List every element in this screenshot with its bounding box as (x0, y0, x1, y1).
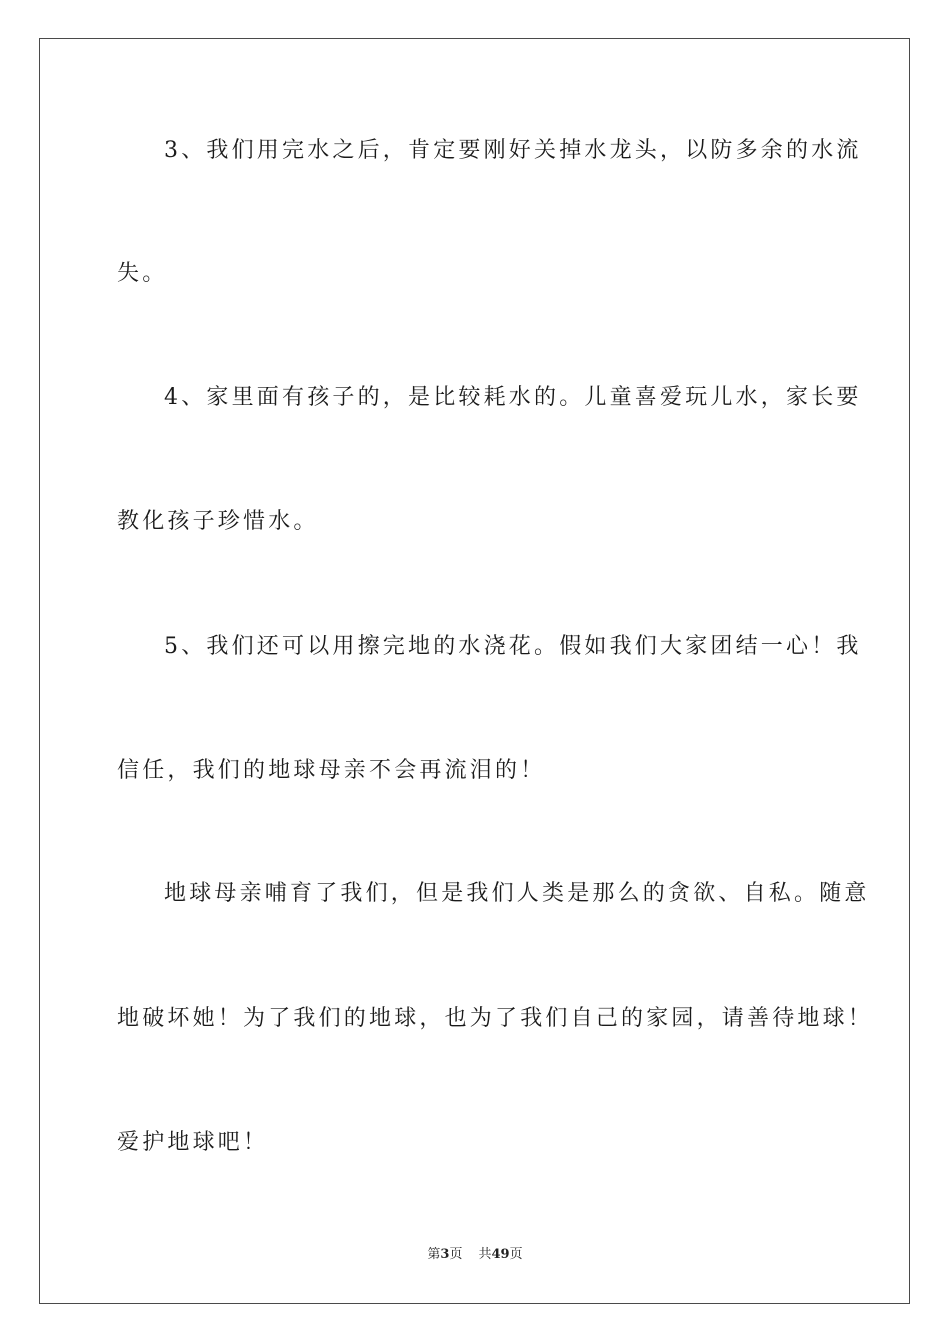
total-pages: 49 (491, 1247, 510, 1262)
paragraph-4-line-2: 教化孩子珍惜水。 (117, 509, 319, 534)
total-suffix: 页 (509, 1247, 523, 1262)
total-prefix: 共 (478, 1247, 492, 1262)
paragraph-3-line-2: 失。 (117, 261, 168, 286)
paragraph-6-line-2: 地破坏她！为了我们的地球，也为了我们自己的家园，请善待地球！ (117, 1006, 874, 1031)
paragraph-5-line-2: 信任，我们的地球母亲不会再流泪的！ (117, 758, 546, 783)
paragraph-5-line-1: 5、我们还可以用擦完地的水浇花。假如我们大家团结一心！我 (164, 634, 862, 659)
page-prefix: 第 (427, 1247, 441, 1262)
paragraph-6-line-3: 爱护地球吧！ (117, 1130, 269, 1155)
paragraph-3-line-1: 3、我们用完水之后，肯定要刚好关掉水龙头，以防多余的水流 (164, 138, 862, 163)
page-suffix: 页 (449, 1247, 463, 1262)
page-footer (0, 1247, 950, 1263)
page-border (39, 38, 910, 1304)
paragraph-4-line-1: 4、家里面有孩子的，是比较耗水的。儿童喜爱玩儿水，家长要 (164, 385, 862, 410)
page-number: 3 (440, 1247, 450, 1262)
paragraph-6-line-1: 地球母亲哺育了我们，但是我们人类是那么的贪欲、自私。随意 (164, 881, 870, 906)
